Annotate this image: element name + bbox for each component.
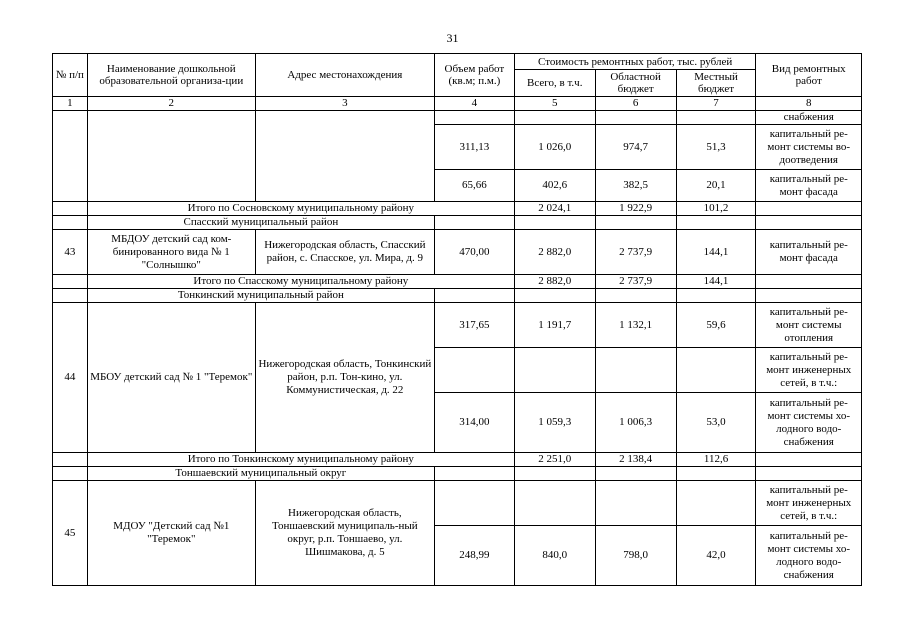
cell-total: 2 024,1	[514, 202, 595, 216]
cell-volume: 65,66	[434, 170, 514, 202]
cell-regional	[595, 481, 676, 526]
cell-org-name: МБДОУ детский сад ком-бинированного вида № 1 "Солнышко"	[87, 230, 255, 275]
cell-total	[514, 348, 595, 393]
cell-local	[676, 481, 756, 526]
cell-total	[514, 216, 595, 230]
cell-num	[53, 275, 88, 289]
header-work-type: Вид ремонтных работ	[756, 54, 862, 97]
cell-work-type: капитальный ре-монт инженерных сетей, в т.ч.:	[756, 348, 862, 393]
cell-work-type: капитальный ре-монт системы отопления	[756, 303, 862, 348]
cell-volume	[434, 481, 514, 526]
cell-org-name: МДОУ "Детский сад №1 "Теремок"	[87, 481, 255, 586]
cell-volume	[434, 216, 514, 230]
cell-total: 2 882,0	[514, 275, 595, 289]
cell-regional	[595, 289, 676, 303]
repair-cost-table	[52, 53, 862, 586]
cell-total: 840,0	[514, 526, 595, 586]
cell-address: Нижегородская область, Тоншаевский муниципаль-ный округ, р.п. Тоншаево, ул. Шишмакова, д. 5	[255, 481, 434, 586]
cell-work-type: капитальный ре-монт инженерных сетей, в т.ч.:	[756, 481, 862, 526]
cell-total	[514, 289, 595, 303]
cell-local: 20,1	[676, 170, 756, 202]
cell-local	[676, 289, 756, 303]
cell-num	[53, 216, 88, 230]
cell-total	[514, 481, 595, 526]
district-name: Тонкинский муниципальный район	[87, 289, 434, 303]
cell-total	[514, 467, 595, 481]
cell-local	[676, 348, 756, 393]
subtotal-row	[53, 453, 862, 467]
cell-total: 1 026,0	[514, 125, 595, 170]
district-name: Спасский муниципальный район	[87, 216, 434, 230]
cell-address	[255, 111, 434, 202]
cell-num	[53, 453, 88, 467]
cell-org-name	[87, 111, 255, 202]
table-row	[53, 111, 862, 125]
cell-work-type	[756, 275, 862, 289]
cell-org-name: МБОУ детский сад № 1 "Теремок"	[87, 303, 255, 453]
column-index: 7	[676, 97, 756, 111]
district-header-row	[53, 216, 862, 230]
cell-num: 44	[53, 303, 88, 453]
header-regional: Областной бюджет	[595, 70, 676, 97]
cell-regional	[595, 216, 676, 230]
cell-num: 43	[53, 230, 88, 275]
column-index: 5	[514, 97, 595, 111]
subtotal-row	[53, 275, 862, 289]
cell-regional: 2 737,9	[595, 230, 676, 275]
cell-total: 1 191,7	[514, 303, 595, 348]
district-header-row	[53, 289, 862, 303]
cell-work-type	[756, 453, 862, 467]
cell-local: 144,1	[676, 275, 756, 289]
cell-regional: 1 006,3	[595, 393, 676, 453]
table-row	[53, 481, 862, 526]
cell-regional: 382,5	[595, 170, 676, 202]
cell-total: 1 059,3	[514, 393, 595, 453]
page-number: 31	[446, 31, 459, 45]
cell-work-type	[756, 202, 862, 216]
cell-local	[676, 467, 756, 481]
cell-work-type	[756, 467, 862, 481]
subtotal-label: Итого по Спасскому муниципальному району	[87, 275, 514, 289]
cell-regional	[595, 348, 676, 393]
cell-work-type: капитальный ре-монт фасада	[756, 170, 862, 202]
cell-local	[676, 216, 756, 230]
cell-regional: 1 922,9	[595, 202, 676, 216]
cell-num	[53, 467, 88, 481]
cell-local: 51,3	[676, 125, 756, 170]
cell-volume	[434, 348, 514, 393]
cell-local: 59,6	[676, 303, 756, 348]
column-index: 2	[87, 97, 255, 111]
cell-volume	[434, 289, 514, 303]
cell-regional: 798,0	[595, 526, 676, 586]
table-row	[53, 303, 862, 348]
header-num: № п/п	[53, 54, 88, 97]
cell-total: 2 882,0	[514, 230, 595, 275]
table-row	[53, 230, 862, 275]
cell-work-type: снабжения	[756, 111, 862, 125]
cell-work-type	[756, 216, 862, 230]
column-index: 3	[255, 97, 434, 111]
cell-total	[514, 111, 595, 125]
column-index: 4	[434, 97, 514, 111]
cell-volume: 311,13	[434, 125, 514, 170]
header-address: Адрес местонахождения	[255, 54, 434, 97]
cell-local: 101,2	[676, 202, 756, 216]
subtotal-row	[53, 202, 862, 216]
cell-local: 112,6	[676, 453, 756, 467]
cell-local: 144,1	[676, 230, 756, 275]
header-row-1	[53, 54, 862, 70]
cell-regional: 2 737,9	[595, 275, 676, 289]
cell-regional: 974,7	[595, 125, 676, 170]
cell-local: 42,0	[676, 526, 756, 586]
cell-regional: 1 132,1	[595, 303, 676, 348]
cell-num	[53, 289, 88, 303]
column-index: 1	[53, 97, 88, 111]
cell-work-type: капитальный ре-монт системы во-доотведения	[756, 125, 862, 170]
cell-local: 53,0	[676, 393, 756, 453]
cell-work-type	[756, 289, 862, 303]
header-total: Всего, в т.ч.	[514, 70, 595, 97]
cell-volume: 314,00	[434, 393, 514, 453]
column-index: 8	[756, 97, 862, 111]
cell-regional	[595, 111, 676, 125]
column-index: 6	[595, 97, 676, 111]
subtotal-label: Итого по Тонкинскому муниципальному району	[87, 453, 514, 467]
header-local: Местный бюджет	[676, 70, 756, 97]
cell-address: Нижегородская область, Тонкинский район, р.п. Тон-кино, ул. Коммунистическая, д. 22	[255, 303, 434, 453]
cell-volume: 317,65	[434, 303, 514, 348]
cell-local	[676, 111, 756, 125]
header-volume: Объем работ (кв.м; п.м.)	[434, 54, 514, 97]
cell-volume	[434, 467, 514, 481]
cell-num	[53, 202, 88, 216]
cell-volume: 248,99	[434, 526, 514, 586]
column-index-row	[53, 97, 862, 111]
subtotal-label: Итого по Сосновскому муниципальному району	[87, 202, 514, 216]
district-header-row	[53, 467, 862, 481]
cell-regional: 2 138,4	[595, 453, 676, 467]
cell-num: 45	[53, 481, 88, 586]
cell-num	[53, 111, 88, 202]
cell-total: 2 251,0	[514, 453, 595, 467]
cell-regional	[595, 467, 676, 481]
header-org-name: Наименование дошкольной образовательной организа-ции	[87, 54, 255, 97]
cell-total: 402,6	[514, 170, 595, 202]
cell-work-type: капитальный ре-монт системы хо-лодного водо-снабжения	[756, 393, 862, 453]
cell-work-type: капитальный ре-монт фасада	[756, 230, 862, 275]
cell-address: Нижегородская область, Спасский район, с. Спасское, ул. Мира, д. 9	[255, 230, 434, 275]
cell-volume	[434, 111, 514, 125]
cell-volume: 470,00	[434, 230, 514, 275]
cell-work-type: капитальный ре-монт системы хо-лодного водо-снабжения	[756, 526, 862, 586]
header-cost-group: Стоимость ремонтных работ, тыс. рублей	[514, 54, 756, 70]
district-name: Тоншаевский муниципальный округ	[87, 467, 434, 481]
